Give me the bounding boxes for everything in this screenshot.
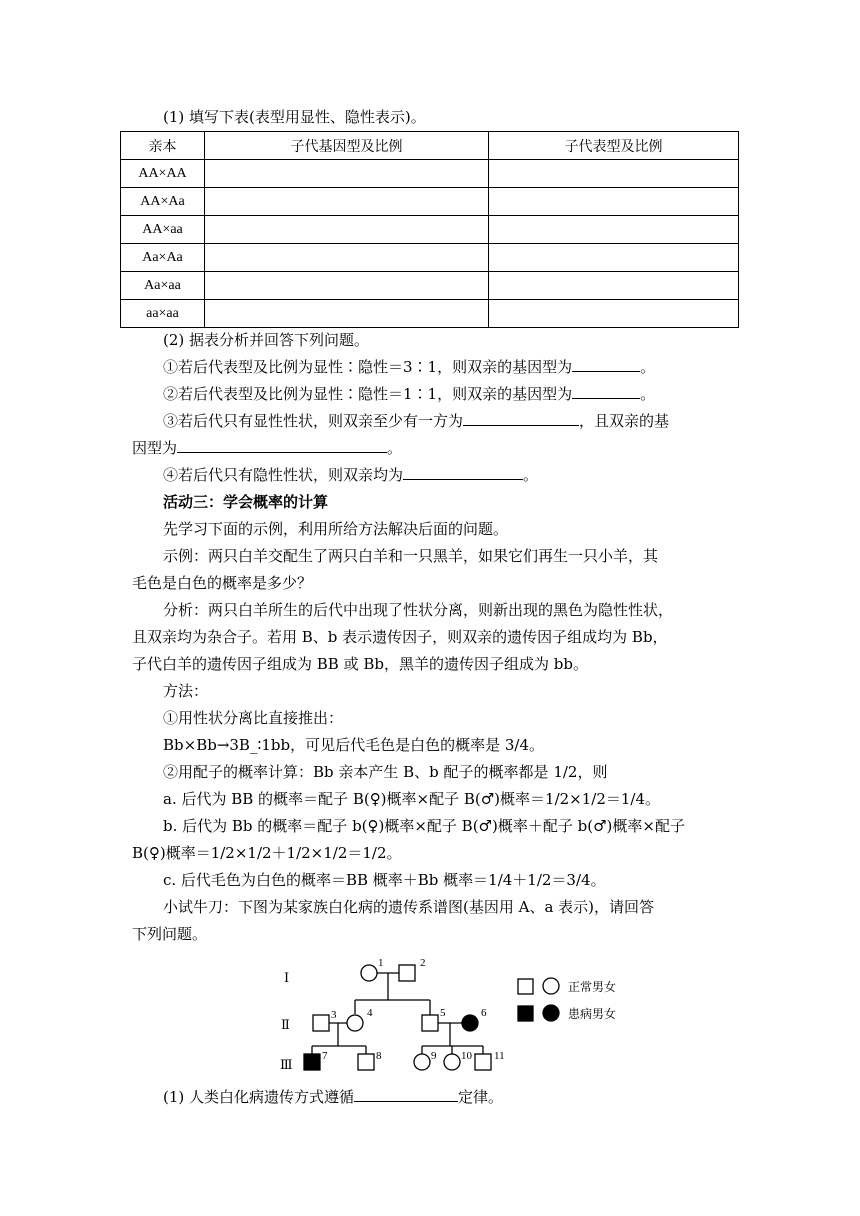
q2-intro: (2) 据表分析并回答下列问题。 [163,331,370,349]
individual-6-affected-female [462,1015,478,1031]
id-label: 9 [431,1050,437,1062]
header-offspring-genotype: 子代基因型及比例 [205,132,489,160]
analysis-line-2: 且双亲均为杂合子。若用 B、b 表示遗传因子，则双亲的遗传因子组成均为 Bb， [132,628,668,646]
parent-cross: AA×Aa [121,188,205,216]
period: 。 [523,466,539,484]
individual-5-male [422,1015,438,1031]
individual-11-male [475,1054,491,1070]
trial-line-1: 小试牛刀：下图为某家族白化病的遗传系谱图(基因用 A、a 表示)，请回答 [163,898,655,916]
legend-affected-male [518,1006,533,1021]
id-label: 10 [461,1050,472,1062]
final-question-1-end: 定律。 [458,1088,504,1106]
method-2: ②用配子的概率计算：Bb 亲本产生 B、b 配子的概率都是 1/2，则 [163,763,608,781]
individual-8-male [358,1054,374,1070]
legend-affected-label: 患病男女 [568,1007,617,1021]
final-question-1 [163,1087,740,1107]
activity3-title: 活动三：学会概率的计算 [163,493,329,511]
id-label: 2 [420,957,426,969]
id-label: 3 [331,1009,337,1021]
individual-2-male [399,965,415,981]
individual-1-female [361,965,377,981]
final-question-1-text: (1) 人类白化病遗传方式遵循 [163,1088,355,1106]
method-1-formula: Bb×Bb→3B_∶1bb，可见后代毛色是白色的概率是 3/4。 [163,736,545,754]
period: 。 [387,439,403,457]
parent-cross: AA×AA [121,160,205,188]
parent-cross: aa×aa [121,300,205,328]
method-label: 方法： [163,682,209,700]
id-label: 4 [367,1007,373,1019]
activity3-intro: 先学习下面的示例，利用所给方法解决后面的问题。 [163,520,509,538]
method-2c: c. 后代毛色为白色的概率＝BB 概率＋Bb 概率＝1/4＋1/2＝3/4。 [163,871,606,889]
id-label: 11 [494,1050,505,1062]
trial-line-2: 下列问题。 [132,925,208,943]
q2-item-2-text: ②若后代表型及比例为显性∶隐性＝1∶1，则双亲的基因型为 [163,385,573,403]
example-line-1: 示例：两只白羊交配生了两只白羊和一只黑羊，如果它们再生一只小羊，其 [163,547,659,565]
individual-3-male [313,1015,329,1031]
legend-normal-male [518,979,533,994]
period: 。 [640,358,656,376]
header-parent: 亲本 [121,132,205,160]
generation-label-3: Ⅲ [280,1057,293,1072]
individual-4-female [347,1015,363,1031]
individual-7-affected-male [304,1054,320,1070]
id-label: 8 [376,1050,382,1062]
q2-item-3-cont2: 因型为 [132,439,178,457]
id-label: 7 [322,1050,328,1062]
q2-item-3-cont: ，且双亲的基 [579,412,670,430]
method-2b-line1: b. 后代为 Bb 的概率＝配子 b(♀)概率×配子 B(♂)概率＋配子 b(♂)概率×配子 [163,817,685,835]
q2-item-4-text: ④若后代只有隐性性状，则双亲均为 [163,466,404,484]
method-1: ①用性状分离比直接推出： [163,709,344,727]
answer-blank[interactable] [354,1087,458,1102]
parent-cross: AA×aa [121,216,205,244]
generation-label-1: Ⅰ [284,970,290,985]
legend-affected-female [543,1005,559,1021]
parent-cross: Aa×aa [121,272,205,300]
q2-item-3-text: ③若后代只有显性性状，则双亲至少有一方为 [163,412,464,430]
example-line-2: 毛色是白色的概率是多少？ [132,574,313,592]
id-label: 5 [440,1007,446,1019]
legend-normal-label: 正常男女 [568,980,617,994]
generation-label-2: Ⅱ [281,1017,290,1032]
analysis-line-1: 分析：两只白羊所生的后代中出现了性状分离，则新出现的黑色为隐性性状， [163,601,674,619]
individual-9-female [414,1054,430,1070]
legend-normal-female [543,978,559,994]
parent-cross: Aa×Aa [121,244,205,272]
analysis-line-3: 子代白羊的遗传因子组成为 BB 或 Bb，黑羊的遗传因子组成为 bb。 [132,655,588,673]
q2-item-1-text: ①若后代表型及比例为显性∶隐性＝3∶1，则双亲的基因型为 [163,358,573,376]
period: 。 [640,385,656,403]
method-2b-line2: B(♀)概率＝1/2×1/2＋1/2×1/2＝1/2。 [132,844,402,862]
header-offspring-phenotype: 子代表型及比例 [489,132,739,160]
q1-instruction: (1) 填写下表(表型用显性、隐性表示)。 [163,108,426,126]
individual-10-female [444,1054,460,1070]
id-label: 1 [378,957,384,969]
id-label: 6 [481,1007,487,1019]
method-2a: a. 后代为 BB 的概率＝配子 B(♀)概率×配子 B(♂)概率＝1/2×1/2＝1/4。 [163,790,661,808]
